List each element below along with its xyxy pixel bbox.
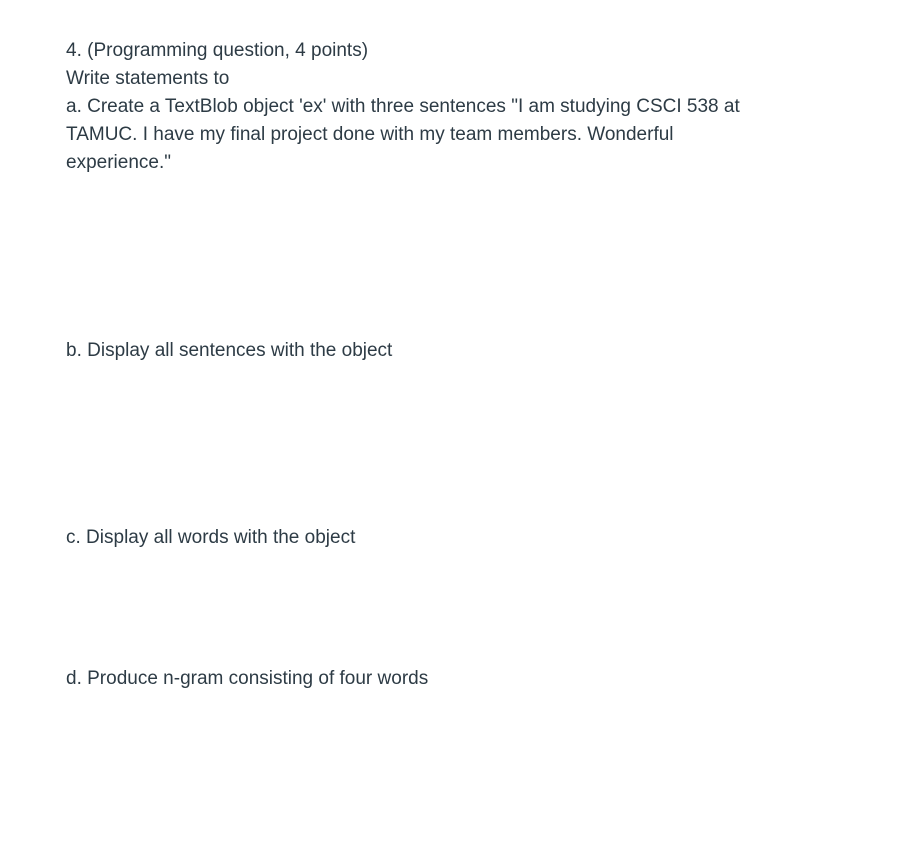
part-d (66, 665, 766, 693)
part-a-line-2: TAMUC. I have my final project done with my team members. Wonderful (66, 124, 674, 145)
part-a-line-3: experience." (66, 152, 171, 173)
question-block (66, 37, 766, 177)
part-c (66, 524, 766, 552)
part-a-line-1: a. Create a TextBlob object 'ex' with three sentences "I am studying CSCI 538 at (66, 96, 740, 117)
part-a (66, 93, 766, 177)
part-c-text: c. Display all words with the object (66, 527, 356, 548)
part-b (66, 337, 766, 365)
question-title: 4. (Programming question, 4 points) (66, 40, 369, 61)
part-b-text: b. Display all sentences with the object (66, 340, 393, 361)
part-d-text: d. Produce n-gram consisting of four words (66, 668, 429, 689)
question-instruction: Write statements to (66, 68, 230, 89)
